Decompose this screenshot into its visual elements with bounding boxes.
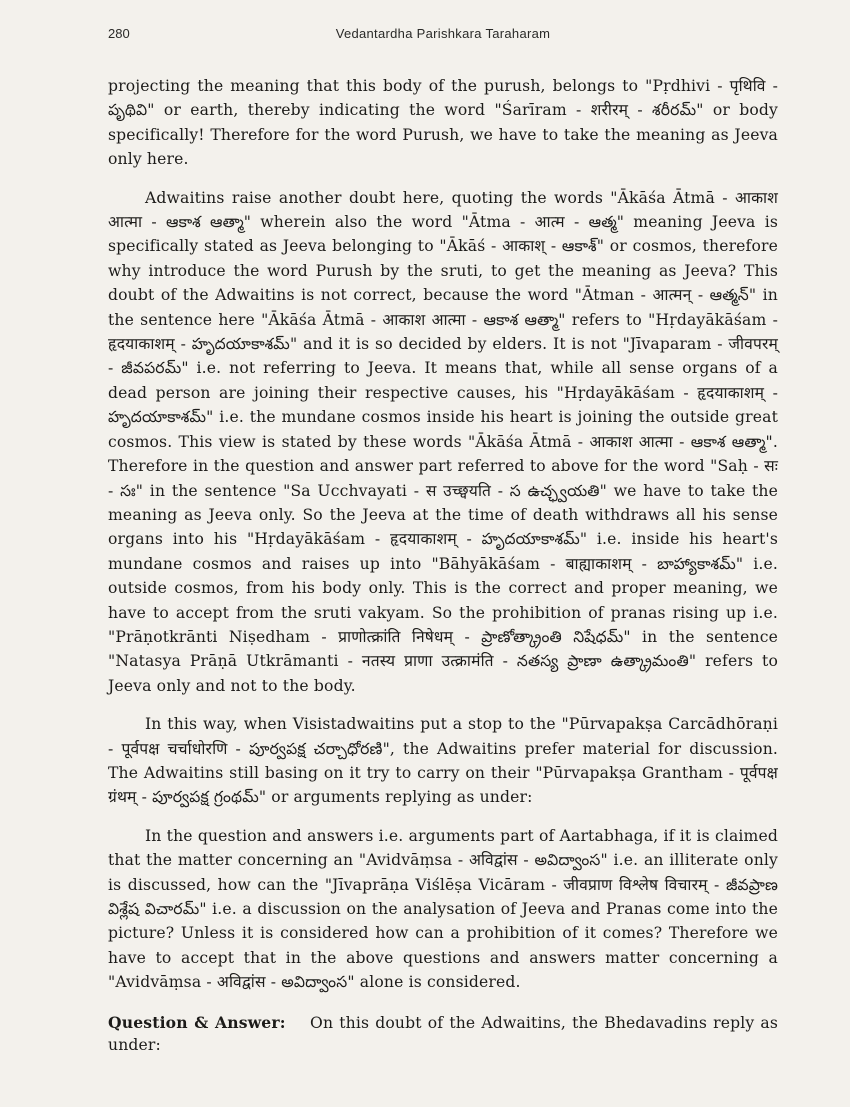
- running-title: Vedantardha Parishkara Taraharam: [335, 26, 551, 41]
- question-answer: [108, 1012, 778, 1056]
- paragraph-3: In this way, when Visistadwaitins put a stop to the "Pūrvapakṣa Carcādhōraṇi - पूर्वपक्ष चर्चाधोरणि - పూర్వపక్ష చర్చాధోరణి", the Adwaitins prefer material for discussion. The Adwaitins still basing on it try to carry on their "Pūrvapakṣa Grantham - पूर्वपक्ष ग्रंथम् - పూర్వపక్ష గ్రంథమ్" or arguments replying as under:: [108, 715, 778, 807]
- paragraph-4: In the question and answers i.e. arguments part of Aartabhaga, if it is claimed that the matter concerning an "Avidvāṃsa - अविद्वांस - అవిద్వాంస" i.e. an illiterate only is discussed, how can the "Jīvaprāṇa Viślēṣa Vicāram - जीवप्राण विश्लेष विचारम् - జీవప్రాణ విశ్లేష విచారమ్" i.e. a discussion on the analysation of Jeeva and Pranas come into the picture? Unless it is considered how can a prohibition of it comes? Therefore we have to accept that in the above questions and answers matter concerning a "Avidvāṃsa - अविद्वांस - అవిద్వాంస" alone is considered.: [108, 826, 778, 992]
- page-header: [108, 26, 778, 46]
- page-number: 280: [108, 26, 130, 41]
- qa-text: On this doubt of the Adwaitins, the Bhedavadins reply as under:: [108, 1013, 778, 1054]
- page-body: [108, 74, 778, 1056]
- paragraph-2: Adwaitins raise another doubt here, quoting the words "Ākāśa Ātmā - आकाश आत्मा - ఆకాశ ఆత్మా" wherein also the word "Ātma - आत्म - ఆత్మ" meaning Jeeva is specifically stated as Jeeva belonging to "Ākāś - आकाश् - ఆకాశ్" or cosmos, therefore why introduce the word Purush by the sruti, to get the meaning as Jeeva? This doubt of the Adwaitins is not correct, because the word "Ātman - आत्मन् - ఆత్మన్" in the sentence here "Ākāśa Ātmā - आकाश आत्मा - ఆకాశ ఆత్మా" refers to "Hṛdayākāśam - हृदयाकाशम् - హృదయాకాశమ్" and it is so decided by elders. It is not "Jīvaparam - जीवपरम् - జీవపరమ్" i.e. not referring to Jeeva. It means that, while all sense organs of a dead person are joining their respective causes, his "Hṛdayākāśam - हृदयाकाशम् - హృదయాకాశమ్" i.e. the mundane cosmos inside his heart is joining the outside great cosmos. This view is stated by these words "Ākāśa Ātmā - आकाश आत्मा - ఆకాశ ఆత్మా". Therefore in the question and answer part referred to above for the word "Saḥ - सः - సః" in the sentence "Sa Ucchvayati - स उच्छ्वयति - స ఉచ్ఛ్వయతి" we have to take the meaning as Jeeva only. So the Jeeva at the time of death withdraws all his sense organs into his "Hṛdayākāśam - हृदयाकाशम् - హృదయాకాశమ్" i.e. inside his heart's mundane cosmos and raises up into "Bāhyākāśam - बाह्याकाशम् - బాహ్యాకాశమ్" i.e. outside cosmos, from his body only. This is the correct and proper meaning, we have to accept from the sruti vakyam. So the prohibition of pranas rising up i.e. "Prāṇotkrānti Niṣedham - प्राणोत्क्रांति निषेधम् - ప్రాణోత్క్రాంతి నిషేధమ్" in the sentence "Natasya Prāṇā Utkrāmanti - नतस्य प्राणा उत्क्रामंति - నతస్య ప్రాణా ఉత్క్రామంతి" refers to Jeeva only and not to the body.: [108, 188, 778, 695]
- qa-label: Question & Answer:: [108, 1012, 286, 1032]
- paragraph-1: projecting the meaning that this body of the purush, belongs to "Pṛdhivi - पृथिवि - పృథివి" or earth, thereby indicating the word "Śarīram - शरीरम् - శరీరమ్" or body specifically! Therefore for the word Purush, we have to take the meaning as Jeeva only here.: [108, 77, 778, 169]
